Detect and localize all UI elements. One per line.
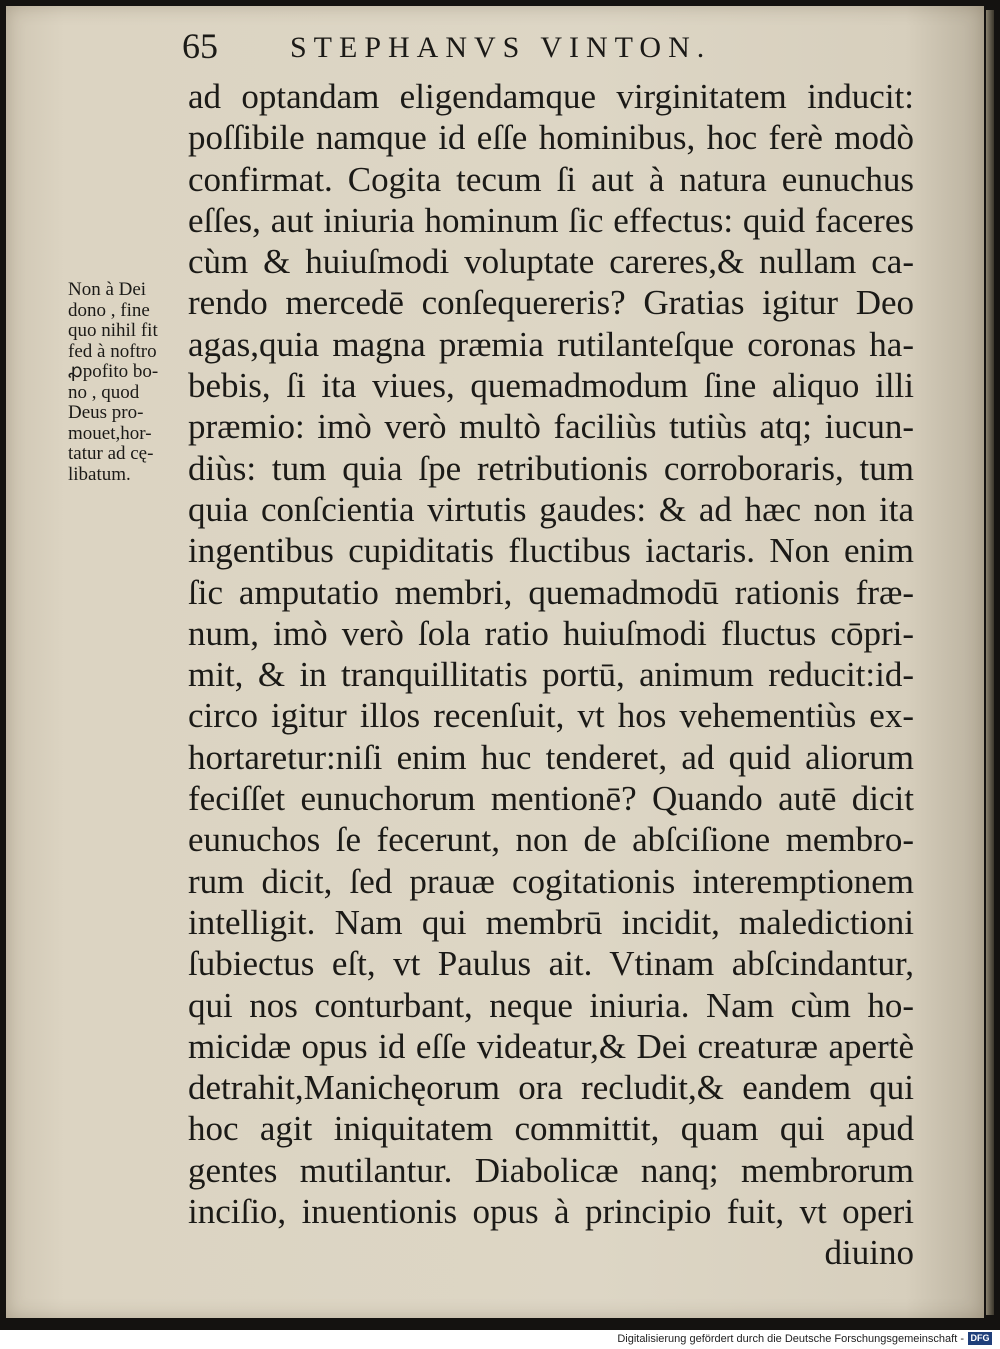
marginal-note-line: Non à Dei bbox=[68, 279, 147, 300]
running-head bbox=[182, 24, 802, 68]
text-line: hortaretur:niſi enim huc tenderet, ad quid aliorum bbox=[188, 737, 914, 777]
text-line: mit, & in tranquillitatis portū, animum reducit:id- bbox=[188, 655, 914, 695]
book-page bbox=[6, 6, 984, 1318]
funding-notice: Digitalisierung gefördert durch die Deutsche Forschungsgemeinschaft - bbox=[617, 1333, 964, 1345]
text-line: hoc agit iniquitatem committit, quam qui apud bbox=[188, 1109, 914, 1149]
marginal-note-line: fed à noftro bbox=[68, 340, 157, 362]
catchword: diuino bbox=[824, 1233, 914, 1273]
text-line: inciſio, inuentionis opus à principio fuit, vt operi bbox=[188, 1192, 914, 1232]
marginal-note-line: no , quod bbox=[68, 381, 140, 403]
text-line: agas,quia magna præmia rutilanteſque coronas ha- bbox=[188, 324, 914, 364]
page-edge-shadow bbox=[986, 10, 994, 1315]
text-line: bebis, ſi ita viues, quemadmodum ſine aliquo illi bbox=[188, 366, 914, 406]
text-line: ſic amputatio membri, quemadmodū rationis fræ- bbox=[188, 572, 914, 612]
marginal-note-line: dono , fine bbox=[68, 299, 150, 321]
footer-bar bbox=[0, 1330, 1000, 1349]
marginal-note bbox=[68, 280, 188, 485]
text-line: diùs: tum quia ſpe retributionis corroboraris, tum bbox=[188, 448, 914, 488]
body-text bbox=[188, 76, 914, 1274]
text-line: eſſes, aut iniuria hominum ſic effectus: quid faceres bbox=[188, 200, 914, 240]
text-line: ad optandam eligendamque virginitatem inducit: bbox=[188, 77, 914, 116]
text-line: ingentibus cupiditatis fluctibus iactaris. Non enim bbox=[188, 531, 914, 571]
text-line: poſſibile namque id eſſe hominibus, hoc ferè modò bbox=[188, 118, 914, 158]
text-line: rendo mercedē conſequereris? Gratias igitur Deo bbox=[188, 283, 914, 323]
text-line: quia conſcientia virtutis gaudes: & ad hæc non ita bbox=[188, 489, 914, 529]
marginal-note-line: ꝓpofito bo- bbox=[68, 361, 159, 382]
text-line: confirmat. Cogita tecum ſi aut à natura eunuchus bbox=[188, 159, 914, 199]
marginal-note-line: quo nihil fit bbox=[68, 320, 158, 341]
marginal-note-line: libatum. bbox=[68, 463, 131, 485]
text-line: num, imò verò ſola ratio huiuſmodi fluctus cōpri- bbox=[188, 613, 914, 653]
dfg-logo: DFG bbox=[968, 1332, 992, 1345]
running-title: STEPHANVS VINTON. bbox=[290, 31, 712, 64]
text-line: detrahit,Manichęorum ora recludit,& eandem qui bbox=[188, 1068, 914, 1108]
text-line: feciſſet eunuchorum mentionē? Quando autē dicit bbox=[188, 779, 914, 819]
text-line: eunuchos ſe fecerunt, non de abſciſione membro- bbox=[188, 820, 914, 860]
page-number: 65 bbox=[182, 26, 218, 66]
marginal-note-line: tatur ad cę- bbox=[68, 443, 154, 464]
text-line: circo igitur illos recenſuit, vt hos vehementiùs ex- bbox=[188, 696, 914, 736]
marginal-note-line: Deus pro- bbox=[68, 402, 144, 423]
text-line: qui nos conturbant, neque iniuria. Nam cùm ho- bbox=[188, 985, 914, 1025]
marginal-note-line: mouet,hor- bbox=[68, 422, 152, 444]
text-line: gentes mutilantur. Diabolicæ nanq; membrorum bbox=[188, 1150, 914, 1190]
text-line: rum dicit, ſed prauæ cogitationis interemptionem bbox=[188, 861, 914, 901]
text-line: micidæ opus id eſſe videatur,& Dei creaturæ apertè bbox=[188, 1026, 914, 1066]
text-line: ſubiectus eſt, vt Paulus ait. Vtinam abſcindantur, bbox=[188, 944, 914, 984]
text-line: cùm & huiuſmodi voluptate careres,& nullam ca- bbox=[188, 242, 914, 282]
text-line: intelligit. Nam qui membrū incidit, maledictioni bbox=[188, 902, 914, 942]
text-line: præmio: imò verò multò faciliùs tutiùs atq; iucun- bbox=[188, 407, 914, 447]
